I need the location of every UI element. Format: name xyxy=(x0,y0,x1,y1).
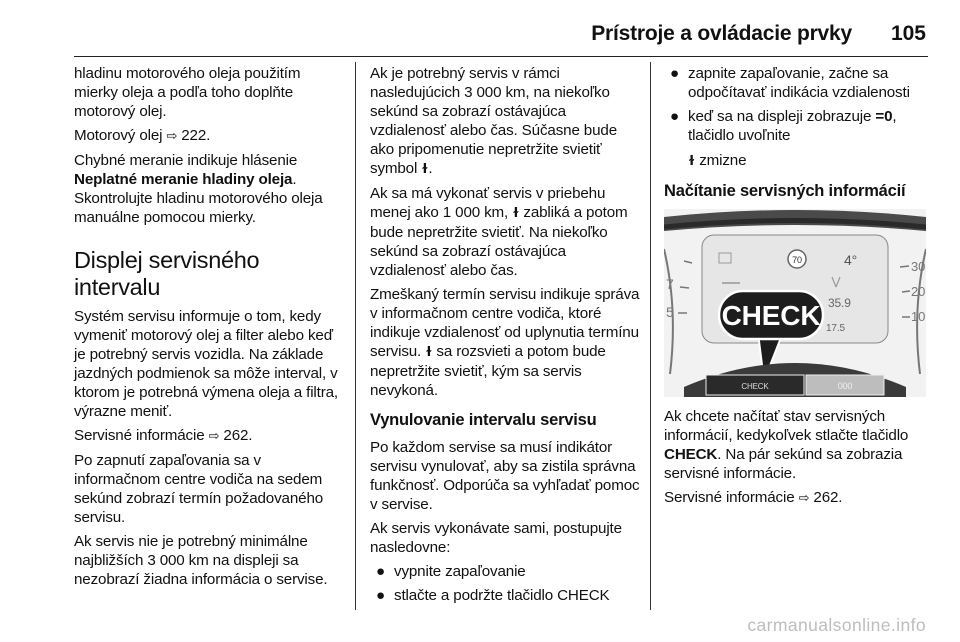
step-list xyxy=(370,562,642,605)
trip-readout: 35.9 xyxy=(828,296,851,310)
paragraph: Po zapnutí zapaľovania sa v informačnom centre vodiča na sedem sekúnd zobrazí termín požadovaného servisu. xyxy=(74,452,324,526)
instrument-cluster-illustration xyxy=(664,209,926,397)
paragraph: Po každom servise sa musí indikátor servisu vynulovať, aby sa zistila správna funkčnosť. Odporúča sa vyhľadať pomoc v servise. xyxy=(370,439,640,513)
page-ref-link[interactable]: 262. xyxy=(813,489,843,506)
list-item: ● stlačte a podržte tlačidlo CHECK xyxy=(376,587,610,604)
service-wrench-icon: ɫ xyxy=(425,345,433,360)
paragraph: Motorový olej ⇨ 222. xyxy=(74,127,211,144)
paragraph: Ak chcete načítať stav servisných informácií, kedykoľvek stlačte tlačidlo CHECK. Na pár sekúnd sa zobrazia servisné informácie. xyxy=(664,408,909,482)
temperature-readout: 4° xyxy=(844,252,858,268)
column-3 xyxy=(664,64,929,513)
ref-arrow-icon: ⇨ xyxy=(166,129,178,144)
svg-text:000: 000 xyxy=(837,381,853,391)
section-heading: Displej servisného intervalu xyxy=(74,247,260,300)
trip-readout: 17.5 xyxy=(826,323,845,334)
column-divider xyxy=(650,62,651,610)
paragraph: Servisné informácie ⇨ 262. xyxy=(664,489,843,506)
gauge-label: 20 xyxy=(911,284,926,299)
paragraph: Systém servisu informuje o tom, kedy vymeniť motorový olej a filter alebo keď je potrebný servis vozidla. Na základe jazdných podmienok sa môže interval, v ktorom je potrebná výmena oleja a filtra, výrazne meniť. xyxy=(74,308,338,420)
bullet-icon: ● xyxy=(376,587,386,604)
gauge-label: 7 xyxy=(666,276,674,292)
bullet-icon: ● xyxy=(670,108,680,125)
paragraph: hladinu motorového oleja použitím mierky oleja a podľa toho doplňte motorový olej. xyxy=(74,65,301,120)
paragraph: Chybné meranie indikuje hlásenie Neplatné meranie hladiny oleja. Skontrolujte hladinu motorového oleja manuálne pomocou mierky. xyxy=(74,152,323,226)
ref-arrow-icon: ⇨ xyxy=(798,491,810,506)
service-wrench-icon: ɫ xyxy=(421,162,429,177)
service-wrench-icon: ɫ xyxy=(688,154,696,169)
header-divider xyxy=(74,56,928,57)
column-1 xyxy=(74,64,346,594)
watermark: carmanualsonline.info xyxy=(747,615,926,635)
subsection-heading: Vynulovanie intervalu servisu xyxy=(370,411,597,429)
list-item: ● keď sa na displeji zobrazuje =0, tlačidlo uvoľnite xyxy=(670,108,897,144)
step-list xyxy=(664,64,929,145)
page-number: 105 xyxy=(890,22,926,45)
bullet-icon: ● xyxy=(670,65,680,82)
subsection-heading: Načítanie servisných informácií xyxy=(664,182,906,200)
page-header xyxy=(0,8,960,54)
svg-text:CHECK: CHECK xyxy=(741,382,769,391)
paragraph: Servisné informácie ⇨ 262. xyxy=(74,427,253,444)
paragraph: Ak je potrebný servis v rámci nasledujúcich 3 000 km, na niekoľko sekúnd sa zobrazí ostávajúca vzdialenosť alebo čas. Súčasne bude ako pripomenutie nepretržite svietiť symbol ɫ. xyxy=(370,65,617,177)
list-item: ● zapnite zapaľovanie, začne sa odpočítavať indikácia vzdialenosti xyxy=(670,65,910,101)
paragraph: Ak servis nie je potrebný minimálne najbližších 3 000 km na displeji sa nezobrazí žiadna informácia o servise. xyxy=(74,533,328,588)
paragraph: Zmeškaný termín servisu indikuje správa v informačnom centre vodiča, ktoré indikuje vzdialenosť od uplynutia termínu servisu. ɫ sa rozsvieti a potom bude nepretržite svietiť, kým sa servis nevykoná. xyxy=(370,286,640,399)
button-name: CHECK xyxy=(664,446,718,463)
svg-text:70: 70 xyxy=(792,255,802,265)
gauge-label: 10 xyxy=(911,309,926,324)
page-ref-link[interactable]: 262. xyxy=(223,427,253,444)
callout-label: CHECK xyxy=(721,300,821,331)
gauge-label: 30 xyxy=(911,259,926,274)
paragraph: Ak servis vykonávate sami, postupujte nasledovne: xyxy=(370,520,622,556)
column-2 xyxy=(370,64,642,611)
gauge-label: 5 xyxy=(666,304,674,320)
page-ref-link[interactable]: 222. xyxy=(181,127,211,144)
column-divider xyxy=(355,62,356,610)
list-item: ● vypnite zapaľovanie xyxy=(376,563,526,580)
service-wrench-icon: ɫ xyxy=(512,206,520,221)
page-title: Prístroje a ovládacie prvky xyxy=(591,22,852,45)
message-name: Neplatné meranie hladiny oleja xyxy=(74,171,293,188)
ref-arrow-icon: ⇨ xyxy=(208,429,220,444)
paragraph: ɫ zmizne xyxy=(688,152,747,169)
bullet-icon: ● xyxy=(376,563,386,580)
paragraph: Ak sa má vykonať servis v priebehu menej ako 1 000 km, ɫ zabliká a potom bude nepretržite svietiť. Na niekoľko sekúnd sa zobrazí ostávajúca vzdialenosť alebo čas. xyxy=(370,185,628,279)
